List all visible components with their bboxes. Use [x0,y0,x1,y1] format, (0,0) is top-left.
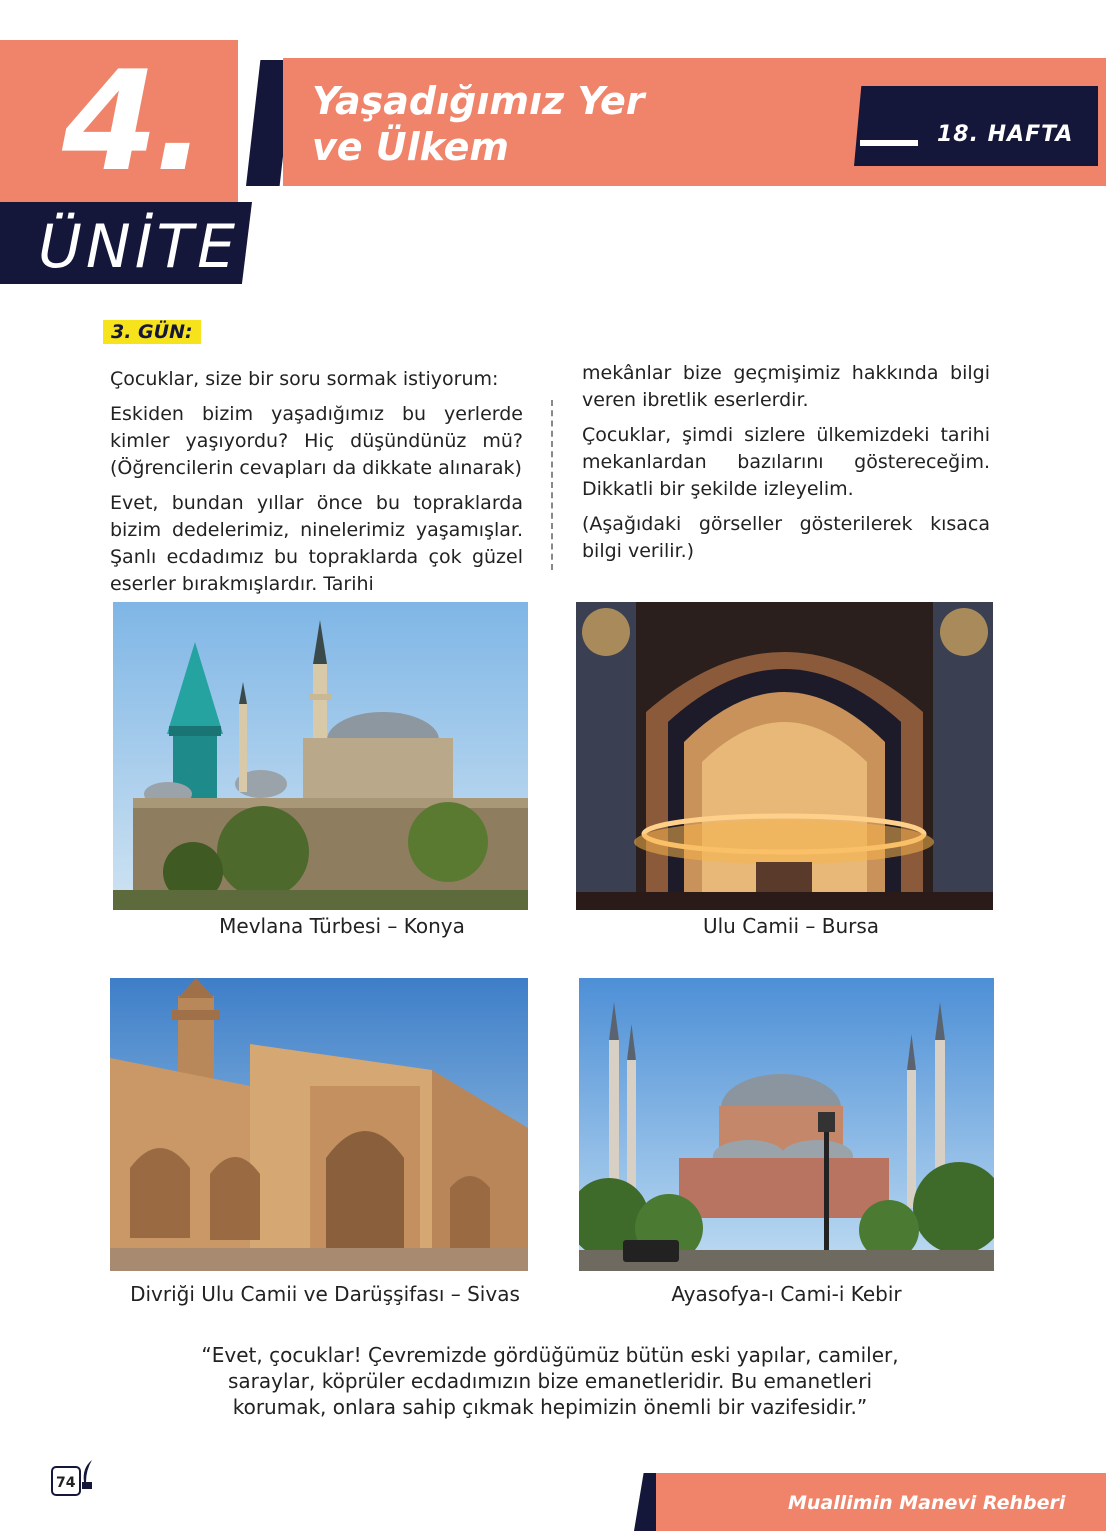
paragraph: Çocuklar, size bir soru sormak istiyorum: [110,368,499,390]
book-title: Muallimin Manevi Rehberi [788,1492,1066,1514]
week-badge-line [860,140,918,146]
unit-title-line1: Yaşadığımız Yer [312,79,645,123]
photo-divrigi-ulu-camii [110,978,528,1271]
unit-label: ÜNİTE [38,212,240,282]
paragraph: Çocuklar, şimdi sizlere ülkemizdeki tarihi mekanlardan bazılarını göstereceğim. Dikkatli bir şekilde izleyelim. [582,424,990,500]
photo-bursa-ulu-camii [576,602,993,910]
day-label: 3. GÜN: [103,320,201,344]
paragraph: Evet, bundan yıllar önce bu topraklarda bizim dedelerimiz, ninelerimiz yaşamışlar. Şanlı ecdadımız bu topraklarda çok güzel eserler bırakmışlardır. Tarihi [110,492,523,595]
quill-icon [78,1460,96,1494]
week-label: 18. HAFTA [937,122,1074,147]
unit-number: 4. [62,41,203,202]
column-divider [551,400,553,570]
photo-caption: Mevlana Türbesi – Konya [219,914,465,938]
quote-line: “Evet, çocuklar! Çevremizde gördüğümüz bütün eski yapılar, camiler, [201,1343,899,1367]
photo-caption: Divriği Ulu Camii ve Darüşşifası – Sivas [130,1282,520,1306]
paragraph: Eskiden bizim yaşadığımız bu yerlerde kimler yaşıyordu? Hiç düşündünüz mü? (Öğrencilerin cevapları da dikkate alınarak) [110,403,523,479]
paragraph: (Aşağıdaki görseller gösterilerek kısaca bilgi verilir.) [582,513,990,562]
photo-caption: Ayasofya-ı Cami-i Kebir [671,1282,902,1306]
closing-quote [150,1342,950,1420]
page-number: 74 [51,1466,81,1496]
unit-title [312,78,644,170]
photo-ayasofya [579,978,994,1271]
paragraph: mekânlar bize geçmişimiz hakkında bilgi veren ibretlik eserlerdir. [582,362,990,411]
unit-title-line2: ve Ülkem [312,125,509,169]
left-text-column [110,366,523,606]
quote-line: korumak, onlara sahip çıkmak hepimizin önemli bir vazifesidir.” [232,1395,868,1419]
quote-line: saraylar, köprüler ecdadımızın bize emanetleridir. Bu emanetleri [227,1369,873,1393]
photo-mevlana-tomb [113,602,528,910]
photo-caption: Ulu Camii – Bursa [702,914,880,938]
right-text-column [582,360,990,573]
